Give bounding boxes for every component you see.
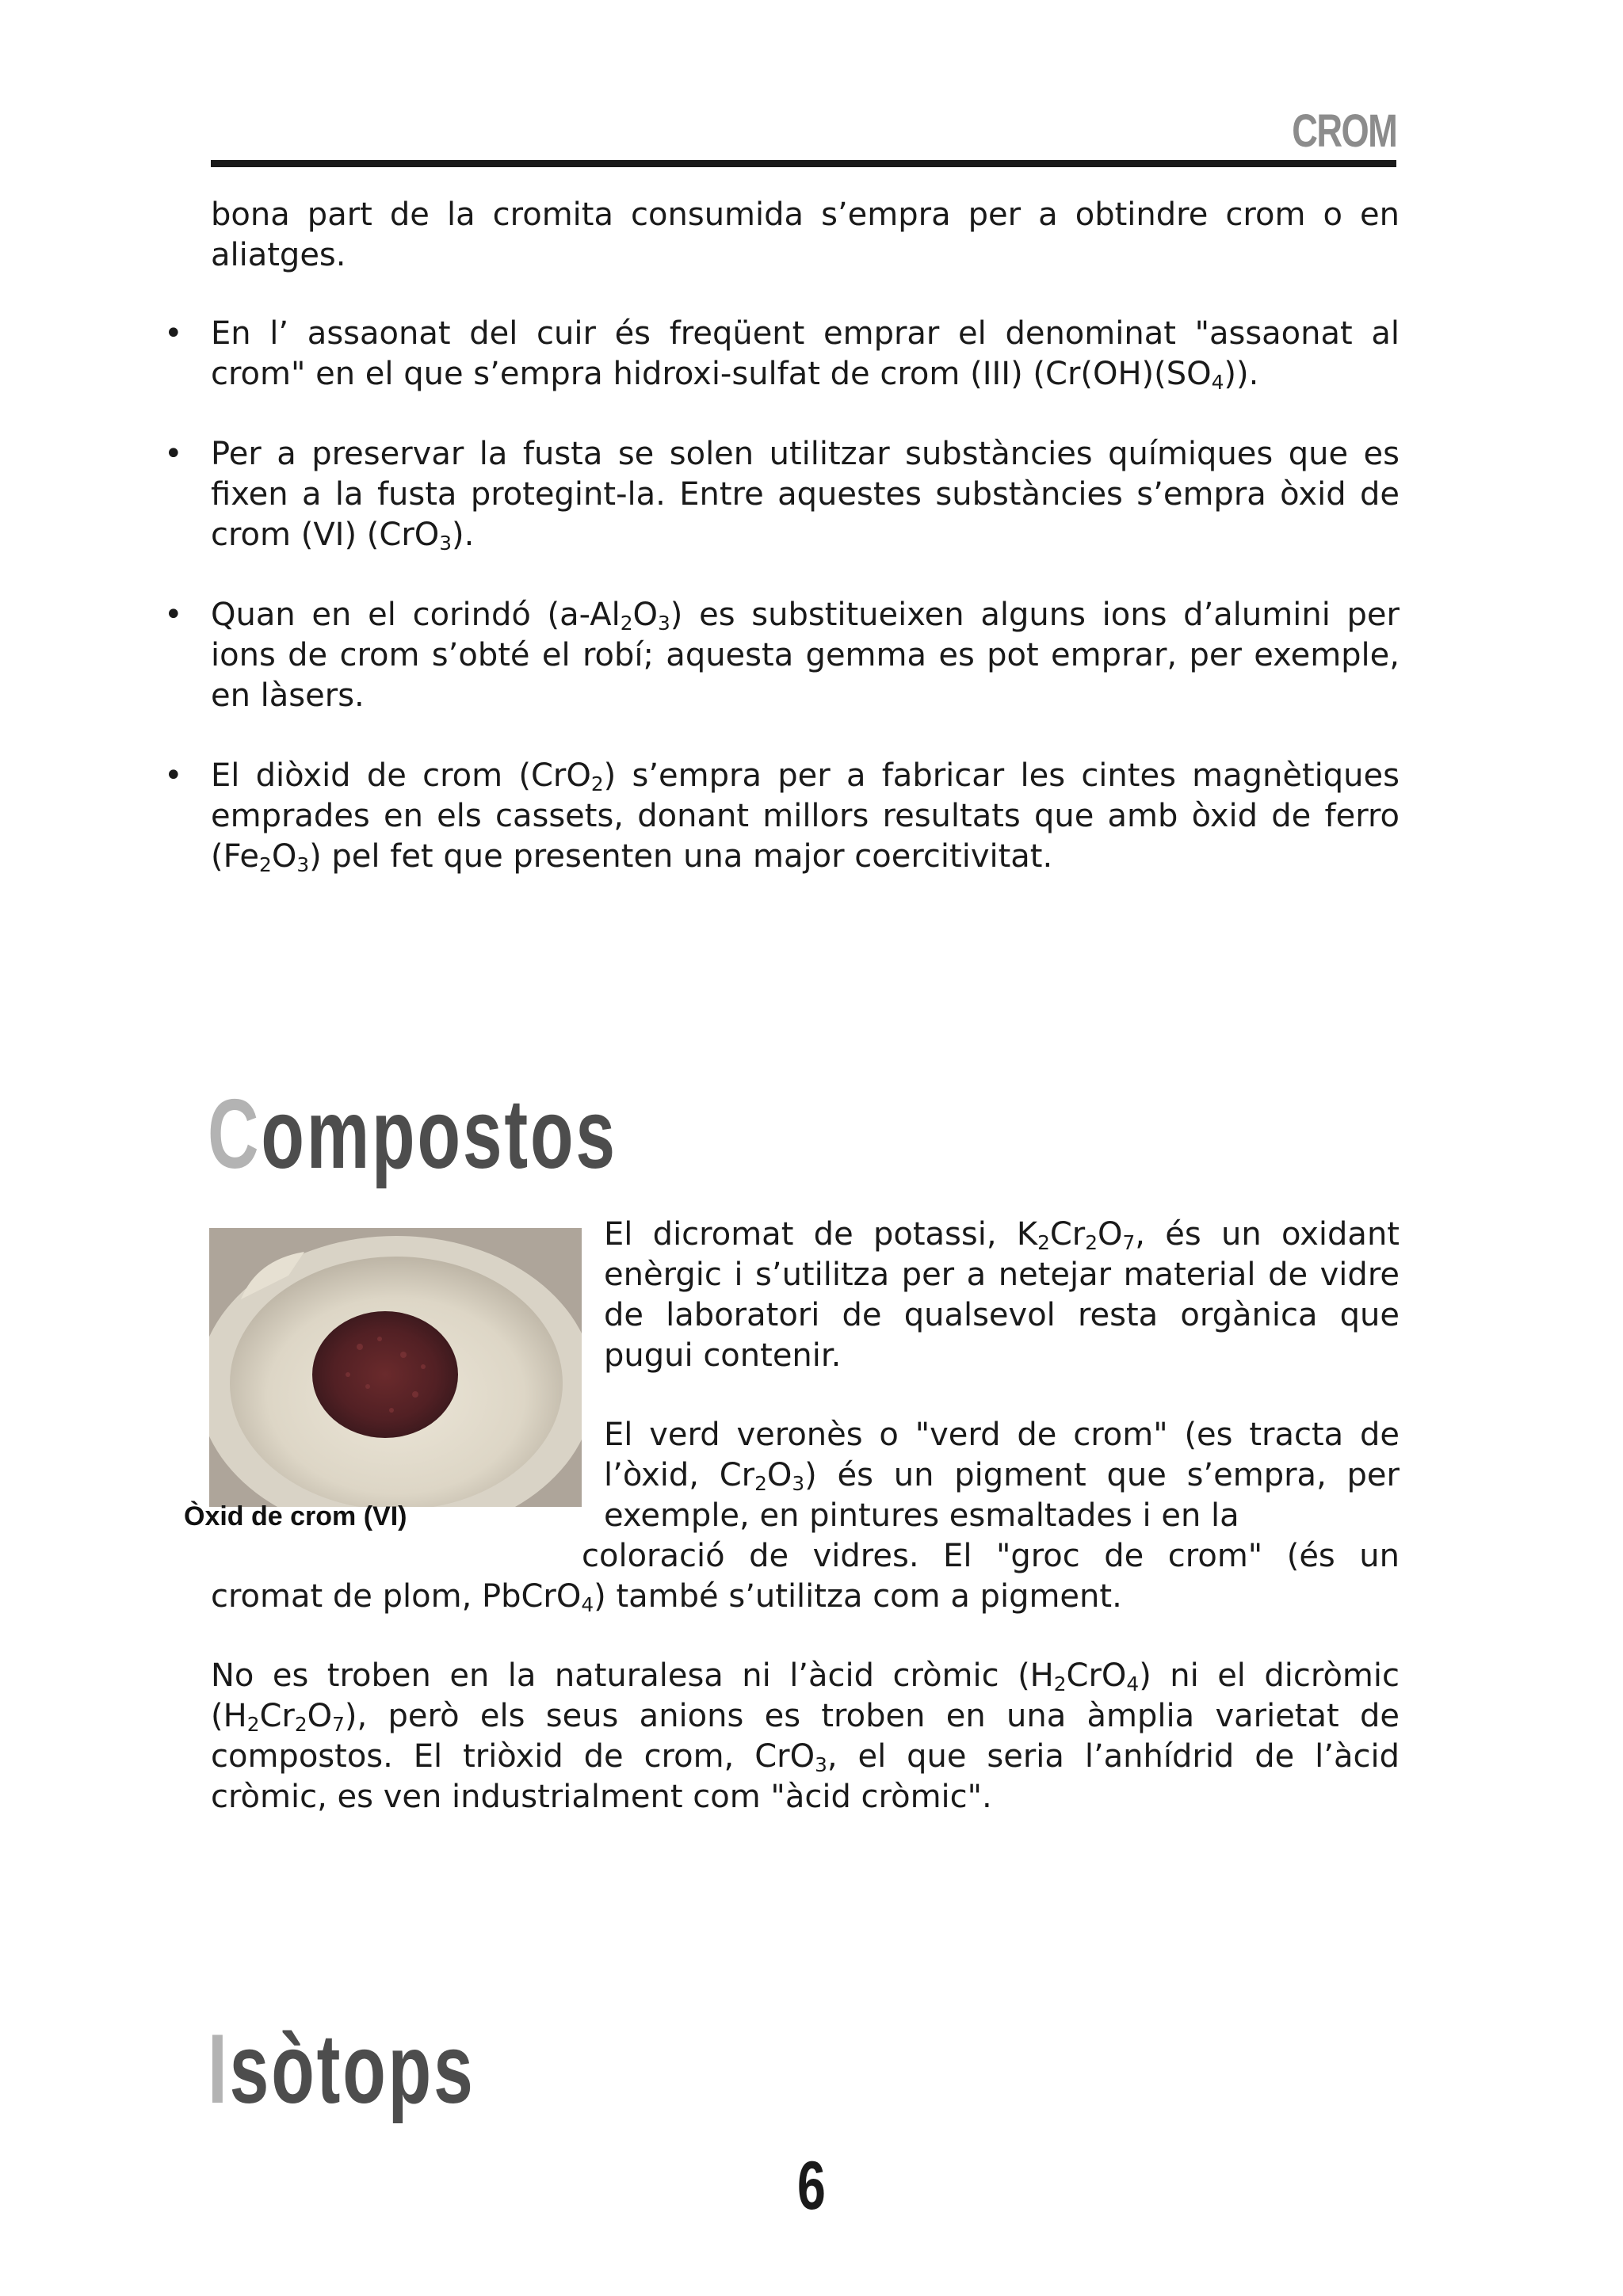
bullet-item-ruby: • Quan en el corindó $(a-Al_2O_3)$ es substitueixen alguns ions d’alumini per ions de crom s’obté el robí; aquesta gemma es pot emprar, per exemple, en làsers. (164, 597, 1400, 714)
bullet-dot-icon: • (164, 436, 183, 472)
photo-caption: Òxid de crom (VI) (184, 1501, 407, 1531)
paragraph-dicromat: El dicromat de potassi, $K_2Cr_2O_7$, és un oxidant enèrgic i s’utilitza per a netejar material de vidre de laboratori de qualsevol resta orgànica que pugui contenir. (604, 1216, 1400, 1374)
bullet-item-wood: • Per a preservar la fusta se solen utilitzar substàncies químiques que es fixen a la fusta protegint-la. Entre aquestes substàncies s’empra òxid de crom (VI) (CrO$_3$). (164, 436, 1400, 555)
section-title-isotops: Isòtops (208, 2015, 475, 2124)
uses-bullet-list (164, 314, 1400, 917)
header-rule (211, 160, 1396, 167)
running-header-title: CROM (1292, 105, 1396, 157)
chromium-oxide-photo (209, 1228, 582, 1507)
bullet-item-cassette: • El diòxid de crom (CrO$_2$) s’empra per a fabricar les cintes magnètiques emprades en els cassets, donant millors resultats que amb òxid de ferro $(Fe_2O_3)$ pel fet que presenten una major coercitivitat. (164, 757, 1400, 877)
paragraph-verd-crom-line3: cromat de plom, PbCrO$_4$) també s’utilitza com a pigment. (211, 1578, 1122, 1617)
bullet-dot-icon: • (164, 757, 183, 794)
mortar-bowl-image (209, 1228, 582, 1507)
page-number: 6 (797, 2148, 826, 2224)
paragraph-verd-crom-line2: coloració de vidres. El "groc de crom" (és un (582, 1538, 1400, 1574)
paragraph-verd-crom: El verd veronès o "verd de crom" (es tracta de l’òxid, $Cr_2O_3$) és un pigment que s’empra, per exemple, en pintures esmaltades i en la (604, 1417, 1400, 1534)
bullet-item-leather: • En l’ assaonat del cuir és freqüent emprar el denominat "assaonat al crom" en el que s’empra hidroxi-sulfat de crom (III) $(Cr(OH)(SO_4))$. (164, 315, 1400, 395)
intro-paragraph: bona part de la cromita consumida s’empra per a obtindre crom o en aliatges. (211, 196, 1400, 273)
paragraph-acid-cromic: No es troben en la naturalesa ni l’àcid cròmic $(H_2CrO_4)$ ni el dicròmic $(H_2Cr_2O_7)$, però els seus anions es troben en una àmplia varietat de compostos. El triòxid de crom, CrO$_3$, el que seria l’anhídrid de l’àcid cròmic, es ven industrialment com "àcid cròmic". (211, 1657, 1400, 1815)
section-title-compostos: Compostos (208, 1080, 617, 1189)
bullet-dot-icon: • (164, 315, 183, 352)
bullet-dot-icon: • (164, 597, 183, 633)
